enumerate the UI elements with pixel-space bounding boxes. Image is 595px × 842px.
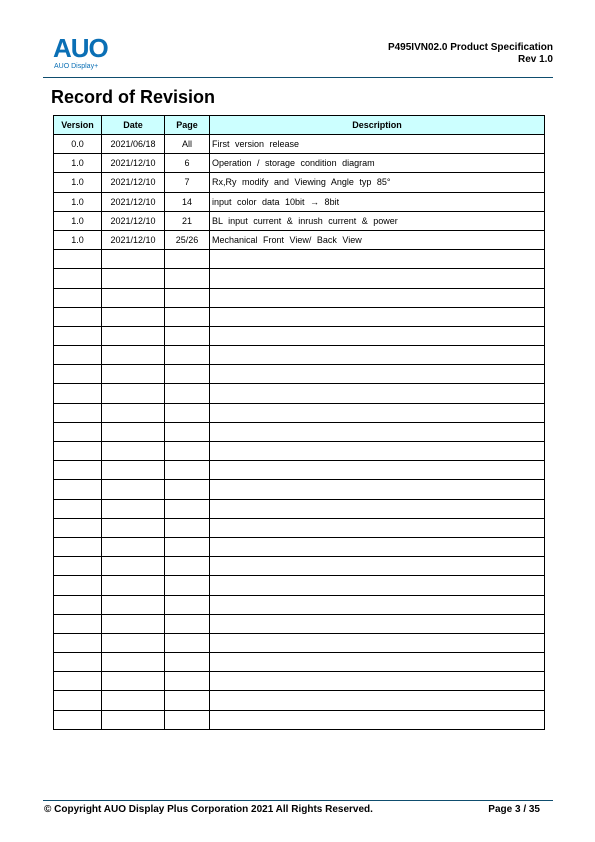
empty-cell	[54, 691, 102, 710]
empty-cell	[102, 518, 165, 537]
table-row-empty	[54, 346, 545, 365]
empty-cell	[210, 710, 545, 729]
cell-date: 2021/06/18	[102, 135, 165, 154]
cell-page: 21	[165, 211, 210, 230]
empty-cell	[165, 442, 210, 461]
empty-cell	[54, 710, 102, 729]
empty-cell	[165, 633, 210, 652]
empty-cell	[102, 672, 165, 691]
cell-version: 1.0	[54, 211, 102, 230]
col-header-description: Description	[210, 116, 545, 135]
cell-description: Operation / storage condition diagram	[210, 154, 545, 173]
empty-cell	[54, 576, 102, 595]
table-row	[54, 192, 545, 211]
table-row-empty	[54, 691, 545, 710]
empty-cell	[54, 653, 102, 672]
table-row-empty	[54, 461, 545, 480]
empty-cell	[210, 653, 545, 672]
empty-cell	[165, 480, 210, 499]
cell-version: 1.0	[54, 154, 102, 173]
empty-cell	[102, 614, 165, 633]
cell-page: 25/26	[165, 230, 210, 249]
table-row-empty	[54, 537, 545, 556]
empty-cell	[165, 710, 210, 729]
empty-cell	[102, 346, 165, 365]
empty-cell	[210, 518, 545, 537]
empty-cell	[102, 384, 165, 403]
empty-cell	[210, 691, 545, 710]
cell-date: 2021/12/10	[102, 211, 165, 230]
table-row	[54, 230, 545, 249]
table-row-empty	[54, 576, 545, 595]
empty-cell	[210, 480, 545, 499]
empty-cell	[210, 557, 545, 576]
empty-cell	[210, 269, 545, 288]
empty-cell	[102, 288, 165, 307]
empty-cell	[165, 576, 210, 595]
table-row-empty	[54, 480, 545, 499]
empty-cell	[102, 422, 165, 441]
empty-cell	[54, 384, 102, 403]
empty-cell	[102, 461, 165, 480]
empty-cell	[54, 633, 102, 652]
empty-cell	[102, 307, 165, 326]
spec-title: P495IVN02.0 Product Specification	[387, 42, 553, 53]
logo-subtext: AUO Display+	[54, 63, 99, 70]
cell-description: input color data 10bit → 8bit	[210, 192, 545, 211]
table-row-empty	[54, 672, 545, 691]
empty-cell	[165, 499, 210, 518]
empty-cell	[54, 269, 102, 288]
table-row-empty	[54, 710, 545, 729]
cell-version: 0.0	[54, 135, 102, 154]
empty-cell	[210, 307, 545, 326]
cell-description: Mechanical Front View/ Back View	[210, 230, 545, 249]
col-header-date: Date	[102, 116, 165, 135]
empty-cell	[54, 518, 102, 537]
empty-cell	[54, 461, 102, 480]
empty-cell	[210, 403, 545, 422]
empty-cell	[165, 365, 210, 384]
table-row-empty	[54, 633, 545, 652]
empty-cell	[102, 269, 165, 288]
table-row-empty	[54, 557, 545, 576]
table-row-empty	[54, 384, 545, 403]
empty-cell	[165, 250, 210, 269]
cell-page: All	[165, 135, 210, 154]
empty-cell	[210, 537, 545, 556]
empty-cell	[210, 346, 545, 365]
table-row-empty	[54, 307, 545, 326]
empty-cell	[165, 518, 210, 537]
cell-description: First version release	[210, 135, 545, 154]
table-header-row	[54, 116, 545, 135]
empty-cell	[165, 326, 210, 345]
table-row-empty	[54, 288, 545, 307]
empty-cell	[210, 288, 545, 307]
empty-cell	[54, 595, 102, 614]
empty-cell	[210, 595, 545, 614]
empty-cell	[210, 365, 545, 384]
empty-cell	[54, 326, 102, 345]
cell-version: 1.0	[54, 230, 102, 249]
table-row-empty	[54, 403, 545, 422]
empty-cell	[210, 633, 545, 652]
table-row	[54, 173, 545, 192]
empty-cell	[102, 557, 165, 576]
empty-cell	[165, 537, 210, 556]
empty-cell	[102, 595, 165, 614]
table-row	[54, 135, 545, 154]
empty-cell	[102, 250, 165, 269]
empty-cell	[54, 537, 102, 556]
cell-date: 2021/12/10	[102, 154, 165, 173]
empty-cell	[102, 442, 165, 461]
empty-cell	[54, 250, 102, 269]
empty-cell	[165, 557, 210, 576]
empty-cell	[54, 499, 102, 518]
empty-cell	[54, 672, 102, 691]
empty-cell	[210, 422, 545, 441]
table-row-empty	[54, 595, 545, 614]
page-title: Record of Revision	[51, 87, 216, 107]
auo-logo	[53, 35, 123, 75]
empty-cell	[165, 672, 210, 691]
table-row-empty	[54, 499, 545, 518]
empty-cell	[54, 480, 102, 499]
empty-cell	[102, 576, 165, 595]
cell-page: 7	[165, 173, 210, 192]
empty-cell	[165, 614, 210, 633]
cell-description: BL input current & inrush current & power	[210, 211, 545, 230]
empty-cell	[102, 691, 165, 710]
empty-cell	[210, 384, 545, 403]
empty-cell	[54, 442, 102, 461]
empty-cell	[210, 326, 545, 345]
table-row	[54, 154, 545, 173]
empty-cell	[54, 307, 102, 326]
empty-cell	[102, 710, 165, 729]
empty-cell	[54, 288, 102, 307]
revision-table-body	[54, 135, 545, 730]
empty-cell	[165, 269, 210, 288]
logo-wordmark: AUO	[53, 35, 108, 63]
empty-cell	[54, 346, 102, 365]
empty-cell	[54, 422, 102, 441]
empty-cell	[102, 403, 165, 422]
empty-cell	[102, 537, 165, 556]
empty-cell	[165, 346, 210, 365]
header-divider	[43, 77, 553, 78]
col-header-version: Version	[54, 116, 102, 135]
cell-page: 14	[165, 192, 210, 211]
table-row	[54, 211, 545, 230]
empty-cell	[165, 307, 210, 326]
table-row-empty	[54, 518, 545, 537]
table-row-empty	[54, 422, 545, 441]
col-header-page: Page	[165, 116, 210, 135]
empty-cell	[102, 653, 165, 672]
table-row-empty	[54, 365, 545, 384]
table-row-empty	[54, 442, 545, 461]
empty-cell	[165, 403, 210, 422]
empty-cell	[54, 557, 102, 576]
document-header	[388, 42, 553, 66]
empty-cell	[165, 691, 210, 710]
empty-cell	[54, 614, 102, 633]
empty-cell	[165, 422, 210, 441]
empty-cell	[165, 653, 210, 672]
empty-cell	[165, 288, 210, 307]
cell-version: 1.0	[54, 173, 102, 192]
empty-cell	[165, 384, 210, 403]
empty-cell	[210, 576, 545, 595]
footer-divider	[43, 800, 553, 801]
empty-cell	[210, 442, 545, 461]
empty-cell	[102, 326, 165, 345]
copyright-notice: © Copyright AUO Display Plus Corporation 2021 All Rights Reserved.	[44, 804, 373, 815]
cell-date: 2021/12/10	[102, 173, 165, 192]
empty-cell	[54, 403, 102, 422]
empty-cell	[102, 365, 165, 384]
empty-cell	[102, 480, 165, 499]
revision-table	[53, 115, 545, 730]
cell-date: 2021/12/10	[102, 230, 165, 249]
cell-version: 1.0	[54, 192, 102, 211]
revision-label: Rev 1.0	[517, 54, 553, 65]
empty-cell	[210, 614, 545, 633]
table-row-empty	[54, 326, 545, 345]
cell-date: 2021/12/10	[102, 192, 165, 211]
empty-cell	[210, 672, 545, 691]
cell-description: Rx,Ry modify and Viewing Angle typ 85°	[210, 173, 545, 192]
page-number: Page 3 / 35	[488, 804, 540, 815]
empty-cell	[165, 595, 210, 614]
empty-cell	[210, 461, 545, 480]
table-row-empty	[54, 269, 545, 288]
empty-cell	[102, 633, 165, 652]
table-row-empty	[54, 614, 545, 633]
empty-cell	[210, 499, 545, 518]
cell-page: 6	[165, 154, 210, 173]
empty-cell	[210, 250, 545, 269]
table-row-empty	[54, 653, 545, 672]
empty-cell	[102, 499, 165, 518]
empty-cell	[54, 365, 102, 384]
table-row-empty	[54, 250, 545, 269]
empty-cell	[165, 461, 210, 480]
